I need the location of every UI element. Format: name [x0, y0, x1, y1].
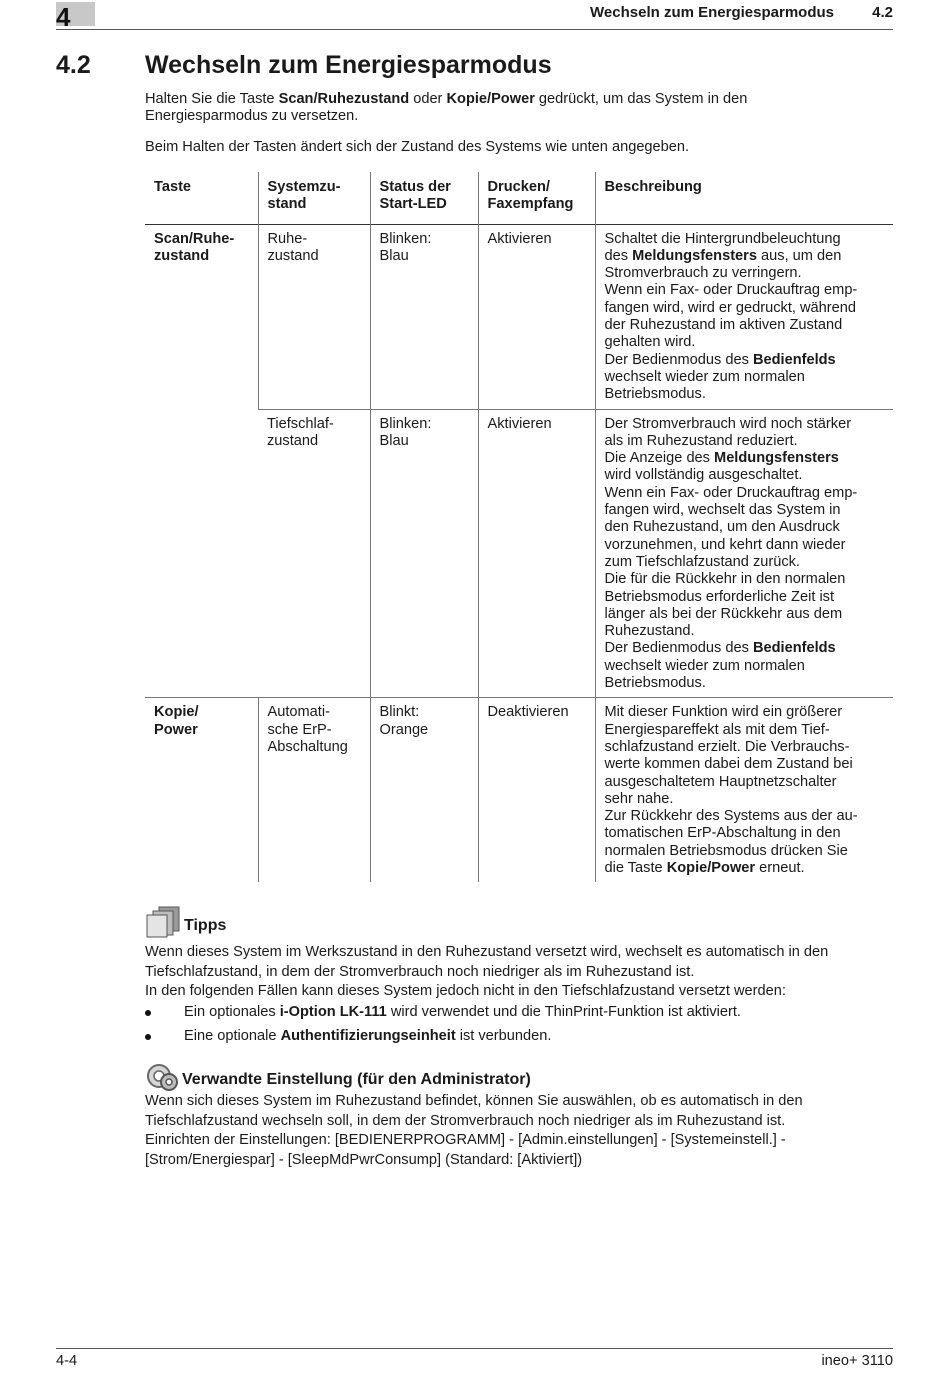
tipps-icon — [145, 906, 183, 938]
list-item: Eine optionale Authentifizierungseinheit ist verbunden. — [145, 1028, 895, 1052]
power-modes-table — [145, 172, 893, 882]
related-paragraph: Wenn sich dieses System im Ruhezustand befindet, können Sie auswählen, ob es automatisch in den Tiefschlafzustand wechseln soll, in dem der Stromverbrauch noch niedriger als im Ruhezustand ist. — [145, 1093, 803, 1129]
tipps-paragraph: Wenn dieses System im Werkszustand in den Ruhezustand versetzt wird, wechselt es automatisch in den Tiefschlafzustand, in dem der Stromverbrauch noch niedriger als im Ruhezustand ist. — [145, 944, 829, 980]
related-paragraph: Einrichten der Einstellungen: [BEDIENERPROGRAMM] - [Admin.einstellungen] - [Systemeinstell.] - [Strom/Energiespar] - [SleepMdPwrConsump] (Standard: [Aktiviert]) — [145, 1132, 786, 1168]
table-row — [145, 409, 893, 698]
cell-description: Schaltet die Hintergrundbeleuchtung des Meldungsfensters aus, um den Stromverbrauch zu verringern. Wenn ein Fax- oder Druckauftrag emp- fangen wird, wird er gedruckt, während der Ruhezustand im aktiven Zustand gehalten wird. Der Bedienmodus des Bedienfelds wechselt wieder zum normalen Betriebsmodus. — [595, 224, 893, 409]
running-section-ref: 4.2 — [872, 4, 893, 21]
chapter-number: 4 — [56, 2, 71, 32]
col-header-system: Systemzu- stand — [258, 172, 370, 224]
list-item: Ein optionales i-Option LK-111 wird verwendet und die ThinPrint-Funktion ist aktiviert. — [145, 1004, 895, 1028]
page-number: 4-4 — [56, 1353, 78, 1369]
cell-led: Blinken: Blau — [370, 409, 478, 698]
cell-state: Ruhe- zustand — [258, 224, 370, 409]
bullet-icon — [145, 1010, 151, 1016]
cell-print: Deaktivieren — [478, 698, 595, 882]
tipps-bullet-list — [145, 1004, 895, 1052]
cell-taste: Kopie/ Power — [154, 704, 199, 738]
cell-description: Der Stromverbrauch wird noch stärker als im Ruhezustand reduziert. Die Anzeige des Meldungsfensters wird vollständig ausgeschaltet. Wenn ein Fax- oder Druckauftrag emp- fangen wird, wechselt das System in den Ruhezustand, um den Ausdruck vorzunehmen, und kehrt dann wieder zum Tiefschlafzustand zurück. Die für die Rückkehr in den normalen Betriebsmodus erforderliche Zeit ist länger als bei der Rückkehr aus dem Ruhezustand. Der Bedienmodus des Bedienfelds wechselt wieder zum normalen Betriebsmodus. — [595, 409, 893, 698]
cell-led: Blinkt: Orange — [370, 698, 478, 882]
cell-print: Aktivieren — [478, 224, 595, 409]
section-number: 4.2 — [56, 51, 91, 79]
col-header-print: Drucken/ Faxempfang — [478, 172, 595, 224]
product-name: ineo+ 3110 — [821, 1353, 893, 1369]
table-row — [145, 224, 893, 409]
table-row — [145, 698, 893, 882]
cell-led: Blinken: Blau — [370, 224, 478, 409]
bullet-icon — [145, 1034, 151, 1040]
col-header-taste: Taste — [154, 179, 192, 195]
intro-paragraph-2: Beim Halten der Tasten ändert sich der Zustand des Systems wie unten angegeben. — [145, 139, 690, 155]
section-title: Wechseln zum Energiesparmodus — [145, 51, 552, 79]
cell-state: Automati- sche ErP- Abschaltung — [258, 698, 370, 882]
cell-state: Tiefschlaf- zustand — [258, 409, 370, 698]
running-title: Wechseln zum Energiesparmodus — [590, 4, 834, 21]
related-body — [145, 1092, 895, 1170]
intro-paragraph-1: Halten Sie die Taste Scan/Ruhezustand oder Kopie/Power gedrückt, um das System in den Energiesparmodus zu versetzen. — [145, 91, 748, 125]
related-heading: Verwandte Einstellung (für den Administrator) — [182, 1071, 531, 1088]
header-rule — [56, 29, 893, 30]
tipps-body — [145, 943, 895, 1002]
tipps-paragraph: In den folgenden Fällen kann dieses System jedoch nicht in den Tiefschlafzustand versetzt werden: — [145, 983, 786, 999]
col-header-led: Status der Start-LED — [370, 172, 478, 224]
cell-taste: Scan/Ruhe- zustand — [154, 230, 235, 264]
tipps-heading: Tipps — [184, 917, 227, 934]
footer-rule — [56, 1348, 893, 1349]
cell-print: Aktivieren — [478, 409, 595, 698]
table-header-row — [145, 172, 893, 224]
related-settings-icon — [145, 1062, 183, 1092]
cell-description: Mit dieser Funktion wird ein größerer Energiespareffekt als mit dem Tief- schlafzustand erzielt. Die Verbrauchs- werte kommen dabei dem Zustand bei ausgeschaltetem Hauptnetzschalter sehr nahe. Zur Rückkehr des Systems aus der au- tomatischen ErP-Abschaltung in den normalen Betriebsmodus drücken Sie die Taste Kopie/Power erneut. — [595, 698, 893, 882]
col-header-desc: Beschreibung — [595, 172, 893, 224]
